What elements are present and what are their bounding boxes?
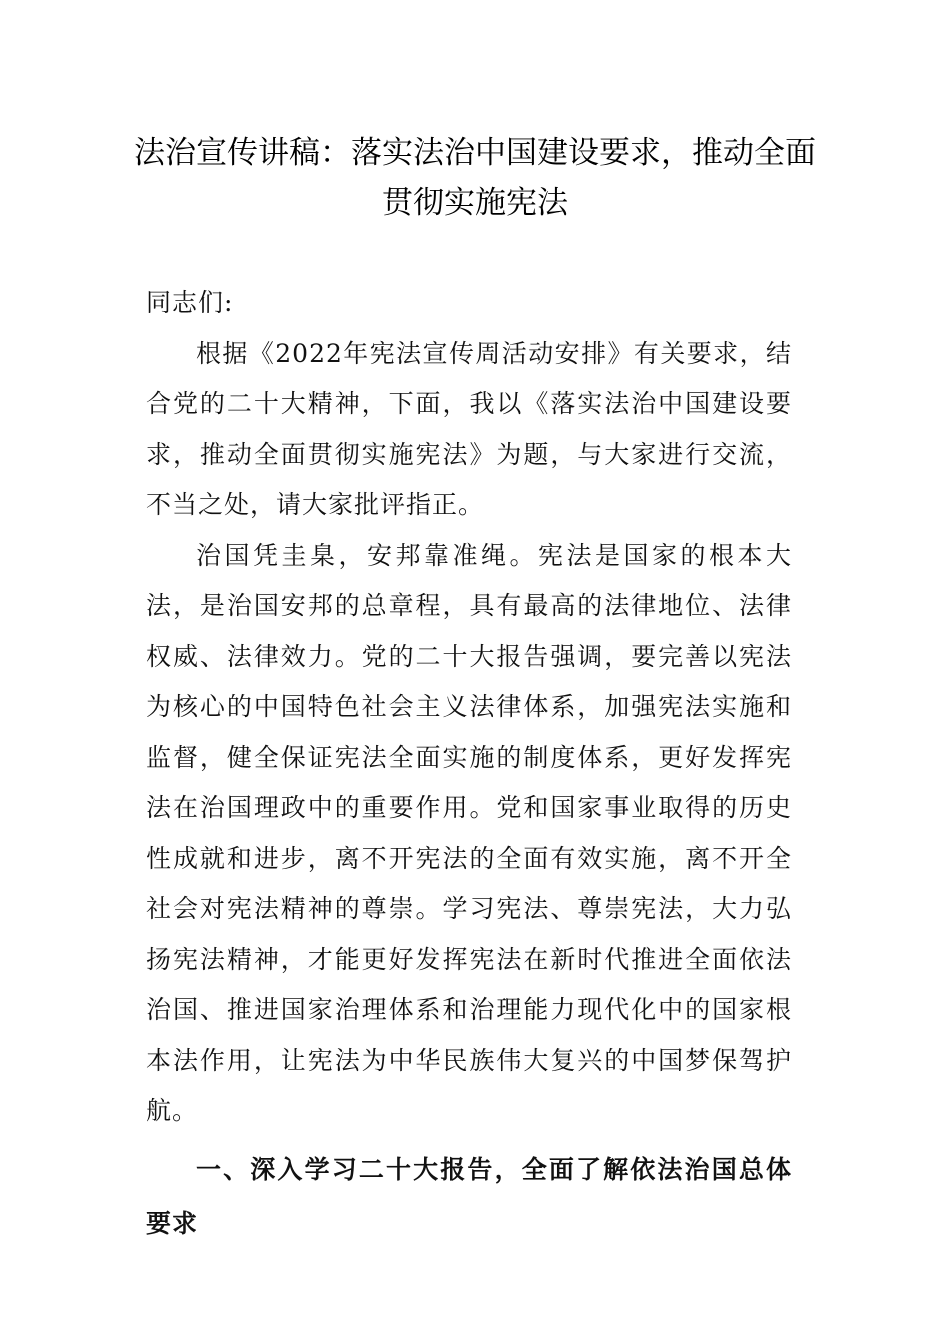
paragraph-intro: 根据《2022年宪法宣传周活动安排》有关要求，结合党的二十大精神，下面，我以《落实法治中国建设要求，推动全面贯彻实施宪法》为题，与大家进行交流，不当之处，请大家批评指正。 (146, 338, 792, 519)
section-heading: 一、深入学习二十大报告，全面了解依法治国总体要求 (146, 1154, 792, 1238)
greeting: 同志们: (146, 288, 234, 317)
document-body (146, 278, 792, 1251)
document-title: 法治宣传讲稿：落实法治中国建设要求，推动全面贯彻实施宪法 (134, 135, 816, 221)
paragraph-constitution: 治国凭圭臬，安邦靠准绳。宪法是国家的根本大法，是治国安邦的总章程，具有最高的法律地位、法律权威、法律效力。党的二十大报告强调，要完善以宪法为核心的中国特色社会主义法律体系，加强宪法实施和监督，健全保证宪法全面实施的制度体系，更好发挥宪法在治国理政中的重要作用。党和国家事业取得的历史性成就和进步，离不开宪法的全面有效实施，离不开全社会对宪法精神的尊崇。学习宪法、尊崇宪法，大力弘扬宪法精神，才能更好发挥宪法在新时代推进全面依法治国、推进国家治理体系和治理能力现代化中的国家根本法作用，让宪法为中华民族伟大复兴的中国梦保驾护航。 (146, 540, 792, 1125)
